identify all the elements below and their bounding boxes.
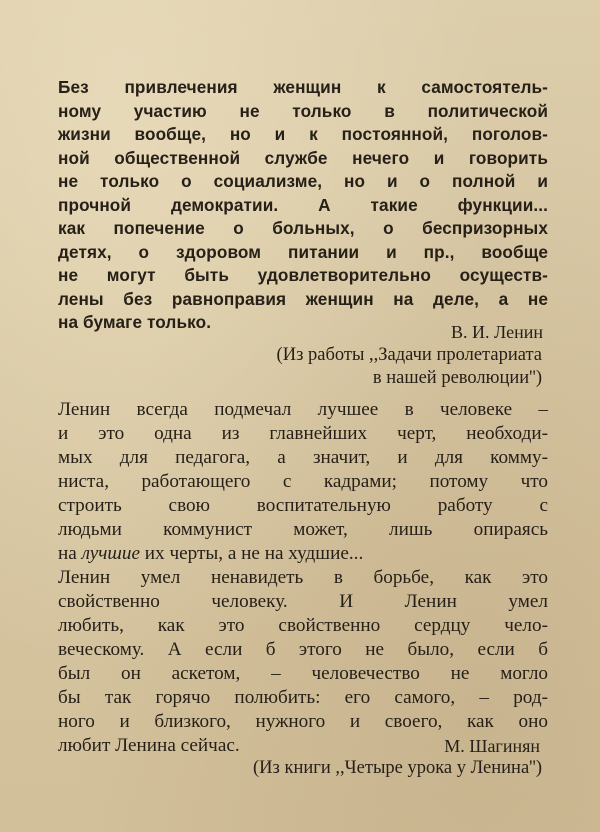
quote-line: любить, как это свойственно сердцу чело-	[58, 615, 548, 636]
quote-line: ному участию не только в политической	[58, 100, 548, 121]
quote-line: мых для педагога, а значит, и для комму-	[58, 447, 548, 468]
quote1-source-line1: (Из работы ,,Задачи пролетариата	[276, 345, 542, 365]
quote-line: Ленин всегда подмечал лучшее в человеке –	[58, 399, 548, 420]
quote-line: ного и близкого, нужного и своего, как оно	[58, 711, 548, 732]
quote-line: и это одна из главнейших черт, необходи-	[58, 423, 548, 444]
lenin-quote	[58, 76, 548, 335]
quote-line: лены без равноправия женщин на деле, а не	[58, 288, 548, 309]
quote-line: на бумаге только.	[58, 312, 212, 332]
quote-line: детях, о здоровом питании и пр., вообще	[58, 241, 548, 262]
quote-line: строить свою воспитательную работу с	[58, 495, 548, 516]
line-text: на	[58, 543, 82, 564]
quote-line: ниста, работающего с кадрами; потому что	[58, 471, 548, 492]
quote-line: прочной демократии. А такие функции...	[58, 194, 548, 215]
quote-line-italic-mix	[58, 542, 548, 566]
italic-word: лучшие	[81, 543, 140, 564]
quote1-author: В. И. Ленин	[451, 322, 543, 342]
quote-line: Ленин умел ненавидеть в борьбе, как это	[58, 567, 548, 588]
quote-line: был он аскетом, – человечество не могло	[58, 663, 548, 684]
shaginyan-quote	[58, 398, 548, 758]
quote-line: ной общественной службе нечего и говорить	[58, 147, 548, 168]
quote-line: людьми коммунист может, лишь опираясь	[58, 519, 548, 540]
quote-line: свойственно человеку. И Ленин умел	[58, 591, 548, 612]
quote-line: Без привлечения женщин к самостоятель-	[58, 77, 548, 97]
quote-line: любит Ленина сейчас.	[58, 735, 240, 756]
quote-line: не только о социализме, но и о полной и	[58, 171, 548, 191]
quote1-source-line2: в нашей революции'')	[372, 368, 542, 388]
quote-line: жизни вообще, но и к постоянной, поголов-	[58, 124, 548, 144]
quote-line: бы так горячо полюбить: его самого, – род-	[58, 687, 548, 708]
quote-line: веческому. А если б этого не было, если б	[58, 639, 548, 660]
quote2-author: М. Шагинян	[444, 736, 540, 756]
quote-line: не могут быть удовлетворительно осуществ-	[58, 265, 548, 285]
quote2-source: (Из книги ,,Четыре урока у Ленина'')	[253, 758, 542, 778]
quote-line: как попечение о больных, о беспризорных	[58, 218, 548, 238]
line-text: их черты, а не на худшие...	[139, 543, 364, 564]
